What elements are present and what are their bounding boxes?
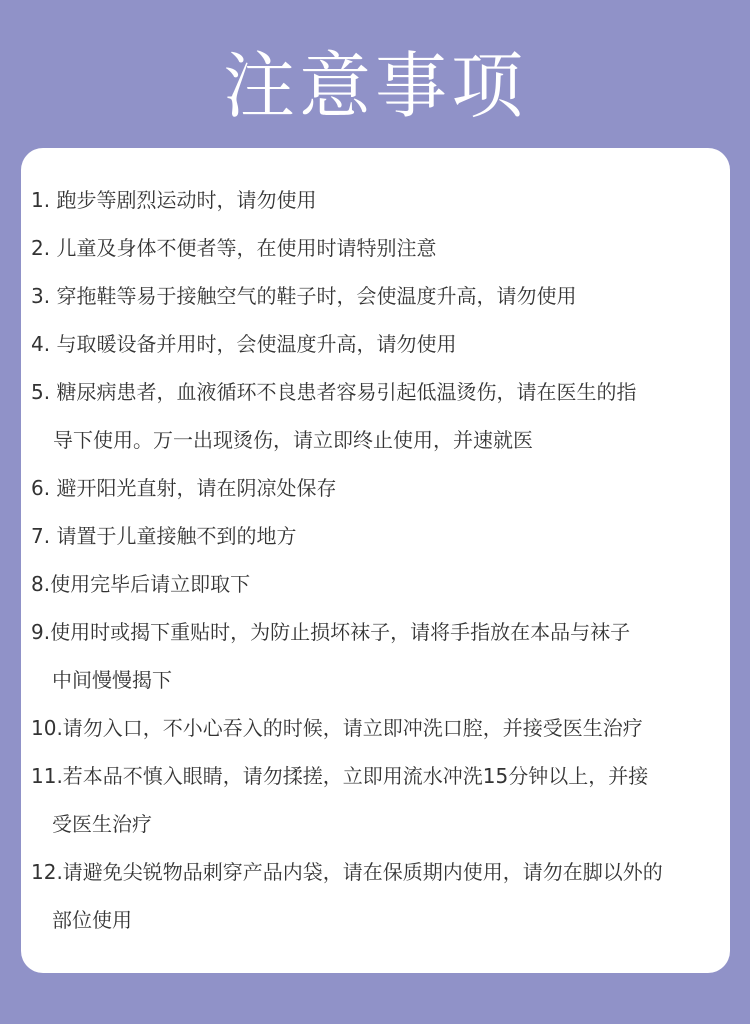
note-item-3 bbox=[31, 274, 727, 322]
note-item-12 bbox=[31, 850, 727, 946]
note-item-9 bbox=[31, 610, 727, 706]
note-text-continued: 导下使用。万一出现烫伤，请立即终止使用，并速就医 bbox=[53, 428, 533, 452]
note-text-continued: 部位使用 bbox=[52, 908, 132, 932]
note-text: 5. 糖尿病患者，血液循环不良患者容易引起低温烫伤，请在医生的指 bbox=[31, 380, 637, 404]
note-item-4 bbox=[31, 322, 727, 370]
note-text-continued: 受医生治疗 bbox=[52, 812, 152, 836]
note-text: 12.请避免尖锐物品刺穿产品内袋，请在保质期内使用，请勿在脚以外的 bbox=[31, 860, 663, 884]
note-text: 6. 避开阳光直射，请在阴凉处保存 bbox=[31, 476, 337, 500]
note-item-5 bbox=[31, 370, 727, 466]
note-text: 1. 跑步等剧烈运动时，请勿使用 bbox=[31, 188, 317, 212]
note-text: 3. 穿拖鞋等易于接触空气的鞋子时，会使温度升高，请勿使用 bbox=[31, 284, 577, 308]
note-item-8 bbox=[31, 562, 727, 610]
note-text: 10.请勿入口，不小心吞入的时候，请立即冲洗口腔，并接受医生治疗 bbox=[31, 716, 643, 740]
note-item-6 bbox=[31, 466, 727, 514]
note-item-2 bbox=[31, 226, 727, 274]
note-item-10 bbox=[31, 706, 727, 754]
note-text: 8.使用完毕后请立即取下 bbox=[31, 572, 251, 596]
note-item-11 bbox=[31, 754, 727, 850]
notes-list bbox=[31, 178, 727, 946]
note-text: 9.使用时或揭下重贴时，为防止损坏袜子，请将手指放在本品与袜子 bbox=[31, 620, 631, 644]
note-text: 7. 请置于儿童接触不到的地方 bbox=[31, 524, 297, 548]
note-item-7 bbox=[31, 514, 727, 562]
note-text: 4. 与取暖设备并用时，会使温度升高，请勿使用 bbox=[31, 332, 457, 356]
page-title: 注意事项 bbox=[222, 44, 527, 128]
note-text: 11.若本品不慎入眼睛，请勿揉搓，立即用流水冲洗15分钟以上，并接 bbox=[31, 764, 649, 788]
note-item-1 bbox=[31, 178, 727, 226]
note-text-continued: 中间慢慢揭下 bbox=[52, 668, 172, 692]
note-text: 2. 儿童及身体不便者等，在使用时请特别注意 bbox=[31, 236, 437, 260]
